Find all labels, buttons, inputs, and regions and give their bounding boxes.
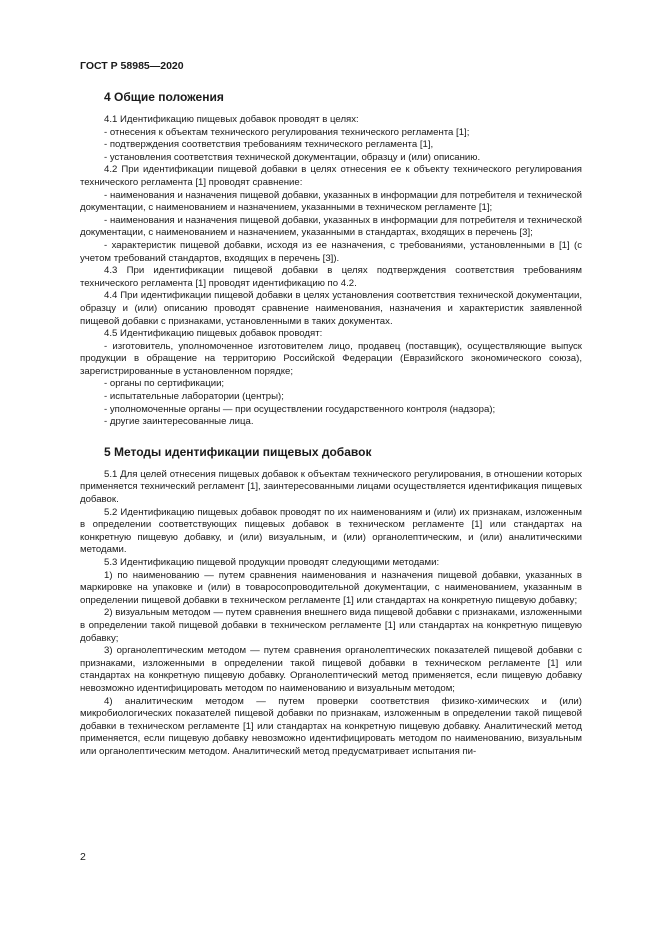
paragraph: 4.2 При идентификации пищевой добавки в целях отнесения ее к объекту технического регулирования технического регламента [1] проводят сравнение: — [80, 164, 582, 188]
paragraph: 4) аналитическим методом — путем проверки соответствия физико-химических и (или) микробиологических показателей пищевой добавки по признакам, изложенным в определении такой пищевой добавки в техническом регламенте [1] или стандартах на конкретную пищевую добавку. Аналитический метод применяется, если пищевую добавку невозможно идентифицировать методом по наименованию, визуальным или органолептическим методом. Аналитический метод предусматривает испытания пи- — [80, 695, 582, 757]
paragraph: 2) визуальным методом — путем сравнения внешнего вида пищевой добавки с признаками, изложенными в определении такой пищевой добавки в техническом регламенте [1] или стандартах на конкретную пищевую добавку; — [80, 607, 582, 644]
paragraph: 5.1 Для целей отнесения пищевых добавок к объектам технического регулирования, в отношении которых применяется технический регламент [1], заинтересованными лицами осуществляется идентификация пищевых добавок. — [80, 468, 582, 506]
paragraph: - характеристик пищевой добавки, исходя из ее назначения, с требованиями, установленными в [1] (с учетом требований стандартов, входящих в перечень [3]). — [80, 239, 582, 264]
paragraph: 5.2 Идентификацию пищевых добавок проводят по их наименованиям и (или) их признакам, изложенным в определении соответствующих пищевых добавок в техническом регламенте [1] или стандартах на конкретную пищевую добавку, и (или) визуальным, и (или) органолептическим, и (или) аналитическими методами. — [80, 506, 582, 556]
page-content — [80, 90, 582, 759]
section-4-title: 4 Общие положения — [104, 90, 224, 104]
paragraph: - наименования и назначения пищевой добавки, указанных в информации для потребителя и технической документации, с наименованием и назначением, указанными в техническом регламенте [1]; — [80, 189, 582, 214]
paragraph: 1) по наименованию — путем сравнения наименования и назначения пищевой добавки, указанных в маркировке на упаковке и (или) в товаросопроводительной документации, с наименованием, указанным в определении пищевой добавки в техническом регламенте [1] или стандартах на конкретную пищевую добавку; — [80, 569, 582, 606]
paragraph: - наименования и назначения пищевой добавки, указанных в информации для потребителя и технической документации, с наименованием и назначением, указанными в стандартах, входящих в перечень [3]; — [80, 214, 582, 239]
paragraph: 5.3 Идентификацию пищевой продукции проводят следующими методами: — [104, 557, 440, 568]
standard-header: ГОСТ Р 58985—2020 — [80, 60, 184, 72]
paragraph: - отнесения к объектам технического регулирования технического регламента [1]; — [104, 126, 470, 138]
paragraph: 4.1 Идентификацию пищевых добавок проводят в целях: — [104, 114, 359, 125]
paragraph: - другие заинтересованные лица. — [104, 416, 254, 428]
paragraph: - подтверждения соответствия требованиям технического регламента [1], — [104, 139, 434, 151]
paragraph: - установления соответствия технической документации, образцу и (или) описанию. — [104, 151, 481, 163]
paragraph: 3) органолептическим методом — путем сравнения органолептических показателей пищевой добавки с признаками, изложенными в определении такой пищевой добавки в техническом регламенте [1] или стандартах на конкретную пищевую добавку. Органолептический метод применяется, если пищевую добавку невозможно идентифицировать методом по наименованию и визуальным методом; — [80, 645, 582, 694]
paragraph: 4.5 Идентификацию пищевых добавок проводят: — [104, 328, 323, 340]
paragraph: - органы по сертификации; — [104, 378, 225, 390]
paragraph: - уполномоченные органы — при осуществлении государственного контроля (надзора); — [104, 403, 496, 415]
paragraph: - изготовитель, уполномоченное изготовителем лицо, продавец (поставщик), осуществляющие выпуск продукции в обращение на территорию Российской Федерации (Евразийского экономического союза), зарегистрированные в установленном порядке; — [80, 340, 582, 377]
paragraph: 4.3 При идентификации пищевой добавки в целях подтверждения соответствия требованиям технического регламента [1] проводят идентификацию по 4.2. — [80, 265, 582, 289]
page-number: 2 — [80, 851, 86, 863]
paragraph: - испытательные лаборатории (центры); — [104, 391, 284, 403]
paragraph: 4.4 При идентификации пищевой добавки в целях установления соответствия технической документации, образцу и (или) описанию проводят сравнение наименования, назначения и характеристик заявленной пищевой добавки с признаками, установленными в таких документах. — [80, 290, 582, 327]
section-5-title: 5 Методы идентификации пищевых добавок — [104, 444, 372, 459]
